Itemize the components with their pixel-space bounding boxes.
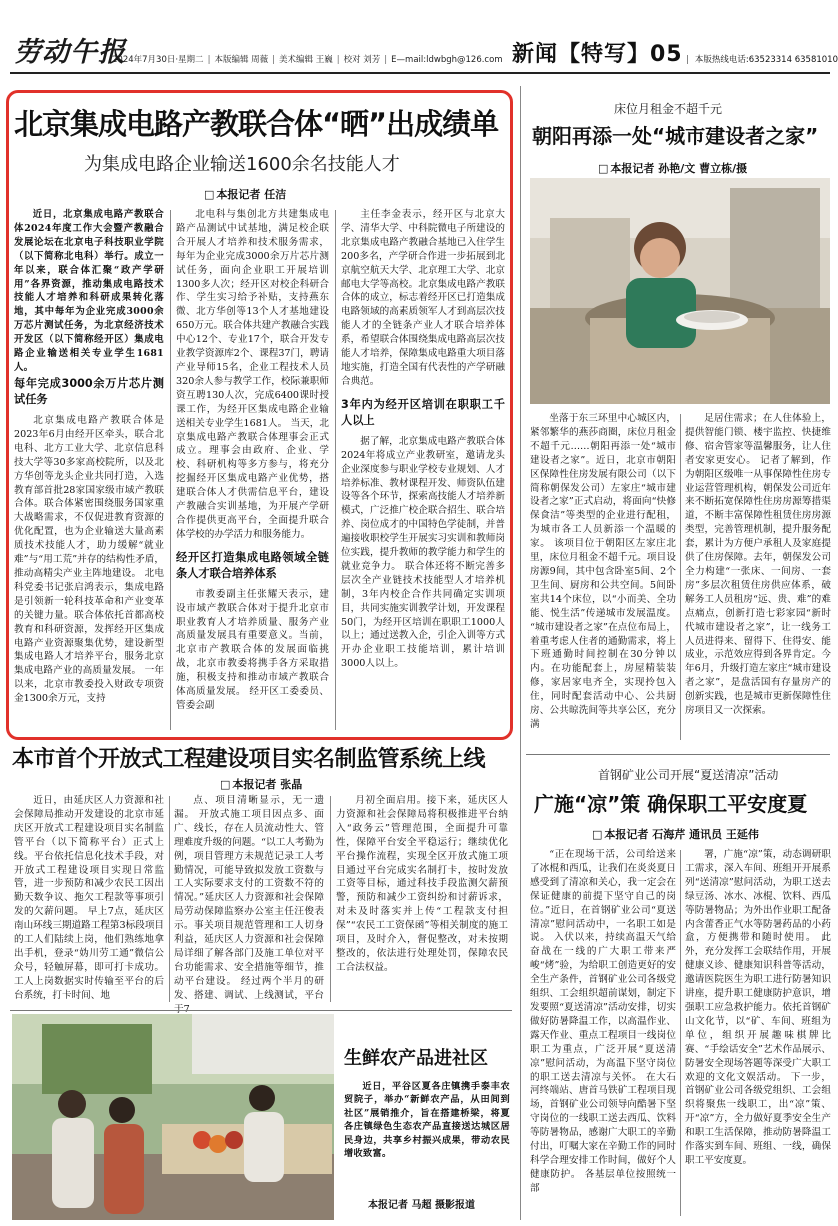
story1-headline[interactable]: 北京集成电路产教联合体“晒”出成绩单 [14, 107, 499, 141]
story2-col-b [685, 412, 831, 744]
issue-date: 2024年7月30日·星期二 [112, 55, 204, 65]
page-editor: | 本版编辑 周薇 [204, 55, 269, 65]
story1-col3-text: 主任李金表示，经开区与北京大学、清华大学、中科院微电子所建设的北京集成电路产教融合基地已入住学生200多名，产学研合作进一步拓展到北京航空航天大学、北京理工大学、北京邮电大学等高校。北京集成电路产教联合体的成立，标志着经开区已打造集成电路领域的高素质领军人才到高层次技能人才的全链条产业人才联合培养体系，希望联合体围绕集成电路高层次技能人才培养，保障集成电路重大项目落地实施，打造全国有代表性的产学研融合典范。 [341, 209, 505, 387]
column-divider [335, 210, 336, 730]
story2-headline[interactable]: 朝阳再添一处“城市建设者之家” [532, 124, 819, 148]
story1-col1 [14, 368, 164, 734]
story5-photo [12, 1014, 334, 1220]
contact-email[interactable]: | E—mail:ldwbgh@126.com [380, 55, 502, 65]
story3-col-c-text: 月初全面启用。接下来，延庆区人力资源和社会保障局将积极推进平台纳入“政务云”管理范围，全面提升可靠性，保障平台安全平稳运行；继续优化平台操作流程，实现全区开放式施工项目通过平台完成实名制打卡，按时发放工资等目标，通过科技手段监测欠薪预警，预防和减少工资纠纷和讨薪诉求，对未及时落实并上传“工程款支付担保”“农民工工资保函”等相关制度的施工项目，及时介入，督促整改，对未按期整改的，依法进行处理处罚，保障农民工合法权益。 [336, 795, 508, 973]
page-column-divider [520, 86, 521, 1220]
story1-lead [14, 208, 164, 373]
column-divider [170, 210, 171, 730]
column-divider [680, 850, 681, 1216]
story2-col-a-text: 坐落于东三环里中心城区内，紧邻繁华的燕莎商圈，床位月租金不超千元……朝阳再添一处“城市建设者之家”。近日，北京市朝阳区保障性住房发展有限公司（以下简称朝保发公司）左家庄“城市建设者之家”正式启动，将面向“快修保食洁”等类型的企业进行配租，为城市各工人员新添一个温暖的家。 该项目位于朝阳区左家庄北里，床位月租金不超千元。项目设房源9间，其中包含卧室5间、2个卫生间、厨房和公共空间。5间卧室共14个床位，以“小而美、全功能、悦生活”传递城市发展温度。 “城市建设者之家”在点位布局上，着重考虑人住者的通勤需求，将上下班通勤时间控制在30分钟以内。在功能配套上，房屋精装装修，家居家电齐全，实现拎包入住，同时配套活动中心、公共厨房、公共晾洗间等共享公区，充分满 [530, 413, 676, 730]
story1-col2-text-b: 市教委副主任张耀天表示，建设市域产教联合体对于提升北京市职业教育人才培养质量、服务产业高质量发展具有重要意义。当前，北京市产教联合体的发展面临挑战，北京市教委将携手各方采取措施，积极支持和推动市域产教联合体高质量发展。 经开区工委委员、管委会副 [176, 588, 329, 711]
story4-col-a [530, 848, 676, 1220]
story3-headline[interactable]: 本市首个开放式工程建设项目实名制监管系统上线 [12, 747, 486, 772]
newspaper-logo: 劳动午报 [14, 37, 126, 68]
column-divider [680, 414, 681, 740]
story1-col2-text: 北电科与集创北方共建集成电路产品测试中试基地，满足校企联合开展人才培养和技术服务需求，每年为企业完成3000余万片芯片测试任务，面向企业职工开展培训1300多人次；经开区对校企科研合作、学生实习给予补贴，支持燕东微、北方华创等13个人才基地建设650万元。联合体共建产教融合实践中心12个、专业17个，联合开发专业教学资源库2个、课程37门，聘请产业导师15名，企业工程技术人员320余人参与教学工作，校际兼职师资互聘130人次，完成6400课时授课工作，为经开区集成电路企业输送相关专业学生1681人。 当天，北京集成电路产教联合体理事会正式成立。理事会由政府、企业、学校、科研机构等多方参与，将充分挖掘经开区集成电路产业优势，搭建联合体人才供需信息平台，建设产教融合实训基地，为开展产学研合作提供更高平台，全面提升联合体学校的办学活力和服务能力。 [176, 209, 329, 540]
story1-col1-text: 北京集成电路产教联合体是2023年6月由经开区牵头，联合北电科、北方工业大学、北京信息科技大学等30多家高校院所，以及北方华创等龙头企业共同打造，入选教育部首批28家国家级市域产教联合体。联合体紧密围绕服务国家重大战略需求，不仅促进教育资源的优化配置，也为企业输送大量高素质技术技能人才，助力缓解“就业难”与“用工荒”并存的结构性矛盾，推动高精尖产业主阵地建设。 北电科党委书记张启鸿表示，集成电路是引领新一轮科技革命和产业变革的关键力量。联合体依托首都高校教育和科研资源，发挥经开区集成电路产业资源聚集优势，建设新型集成电路人才培养平台，服务北京集成电路产业的高质量发展。 一年以来，北京市教委投入财政专项资金1300余万元，支持 [14, 415, 164, 705]
story3-col-b [174, 794, 324, 1006]
art-editor: | 美术编辑 王巍 [268, 55, 333, 65]
section-title: 新闻【特写】05 [512, 42, 683, 67]
story2-col-b-text: 足居住需求；在人住体验上，提供智能门锁、楼宇监控、快捷维修、宿舍管家等温馨服务，让人住者安家更安心。 记者了解到，作为朝阳区级唯一从事保障性住房专业运营管理机构，朝保发公司近年来不断拓宽保障性住房房源筹措渠道，不断丰富保障性租赁住房房源类型，完善管理机制，提升服务配套，累计为方便户承租人及家庭提供了住房保障。去年，朝保发公司全力构建“一张床、一间房、一套房”多层次租赁住房供应体系，破解务工人员租房“远、贵、难”的难点痛点，创新打造七彩家园“新时代城市建设者之家”，让一线务工人员进得来、留得下、住得安、能成业，示范效应得到各界肯定。今年6月，升级打造左家庄“城市建设者之家”，是盘活国有存量房产的创新实践，也是城市更新保障性住房项目又一次探索。 [685, 413, 831, 717]
housing-worker-photo [530, 178, 830, 404]
masthead [0, 0, 838, 84]
story5-caption-text: 近日，平谷区夏各庄镇携手泰丰农贸院子，举办“新鲜农产品，从田间到社区”展销推介，旨在搭建桥梁，将夏各庄镇绿色生态农产品直接送达城区居民身边，共享乡村振兴成果，带动农民增收致富。 [344, 1081, 510, 1160]
story1-subhead-2: 经开区打造集成电路领域全链条人才联合培养体系 [176, 550, 329, 580]
story-separator [10, 1010, 512, 1011]
story2-col-a [530, 412, 676, 744]
story1-subhead-1: 每年完成3000余万片芯片测试任务 [14, 377, 164, 406]
story3-byline: □ 本报记者 张晶 [220, 776, 302, 792]
story4-col-b-text: 署，广施“凉”策，动态调研职工需求，深入车间、班组开开展系列“送清凉”慰问活动，为职工送去绿豆汤、冰水、冰棍、饮料、西瓜等防暑物品；为外出作业职工配备内含蕾香正气水等防暑药品的小药盒，方便携带和随时使用。 此外，充分发挥工会联结作用，开展健康义诊、健康知识科普等活动，邀请医院医生为职工进行防暑知识讲座，提升职工健康防护意识，增强职工应急救护能力。依托首钢矿山文化节，以“矿、车间、班组为单位，组织开展趣味棋牌比赛、“手绘话安全”艺术作品展示、防暑安全现场答题等深受广大职工欢迎的文化文娱活动。 下一步，首钢矿业公司各级党组织、工会组织将聚焦一线职工，出“凉”策、开“凉”方，全力做好夏季安全生产和职工生活保障，推动防暑降温工作落实到车间、班组、一线，确保职工平安度夏。 [685, 849, 831, 1166]
story3-col-b-text: 点、项目清晰显示，无一遗漏。 开放式施工项目因点多、面广、线长，存在人员流动性大、管理难度升级的问题。“以工人考勤为例，项目管理方未规范记录工人考勤情况，可能导致拟发放工资数与工人实际要求支付的工资数不符的情况。”延庆区人力资源和社会保障局劳动保障监察办公室主任汪俊表示。事关项目规范管理和工人切身利益，延庆区人力资源和社会保障局详细了解各部门及施工单位对平台功能需求、安全措施等细节，推动平台建设。 经过两个半月的研发、搭建、调试、上线测试，平台 [174, 795, 324, 1001]
story4-col-a-text: “正在现场干活，公司给送来了冰棍和西瓜，让我们在炎炎夏日感受到了清凉和关心，我一定会在保证健康的前提下坚守自己的岗位。”近日，在首钢矿业公司“夏送清凉”慰问活动中，一名职工如是说。 入伏以来，持续高温天气给奋战在一线的广大职工带来严峻“烤”验，为给职工创造更好的安全生产条件，首钢矿业公司各级党组织、工会组织超前谋划，制定下发要照“夏送清凉”活动安排，切实做好防暑降温工作，以高温作业、露天作业、重点工程项目一线岗位职工为重点，广泛开展“夏送清凉”慰问活动，为高温下坚守岗位的职工送去清凉与关怀。 在大石河终端站、唐首马铁矿工程项目现场，首钢矿业公司领导向酷暑下坚守岗位的一线职工送去西瓜、饮料等防暑物品，感谢广大职工的辛勤付出，叮嘱大家在辛勤工作的同时科学合理安排工作时间，做好个人健康防护。 各基层单位按照统一部 [530, 849, 676, 1194]
hotline: | 本版热线电话:63523314 63581010 [686, 55, 838, 65]
story3-col-c [336, 794, 508, 1006]
story2-kicker: 床位月租金不超千元 [614, 102, 723, 116]
story1-byline: □ 本报记者 任洁 [204, 186, 286, 202]
story1-lead-text: 近日，北京集成电路产教联合体2024年度工作大会暨产教融合发展论坛在北京电子科技职业学院（以下简称北电科）举行。成立一年以来，联合体汇聚“政产学研用”各界资源，推动集成电路技术技能人才培养和科研成果转化落地，其中每年为企业完成3000余万芯片测试任务，为北京经济技术开发区（以下简称经开区）集成电路企业输送相关专业学生1681人。 [14, 209, 164, 373]
story-separator [526, 754, 830, 755]
hotline-label: 本版热线电话:63523314 [694, 55, 793, 65]
story4-kicker: 首钢矿业公司开展“夏送清凉”活动 [598, 768, 779, 782]
column-divider [330, 796, 331, 1002]
column-divider [169, 796, 170, 1002]
story4-col-b [685, 848, 831, 1220]
story1-subhead-3: 3年内为经开区培训在职职工千人以上 [341, 397, 505, 427]
story1-col3-text-b: 据了解，北京集成电路产教联合体2024年将成立产业教研室，邀请龙头企业深度参与职业学校专业规划、人才培养标准、教材课程开发、师资队伍建设等各个环节，探索高技能人才培养新模式，广泛推广校企联合招生、联合培养、岗位成才的中国特色学徒制，并普遍接收职校学生开展实习实训和教师岗位实践，提升教师的教学能力和学生的就业竞争力。 联合体还将不断完善多层次全产业链技术技能型人才培养机制，3年内校企合作共同确定实训项目，共同实施实训教学计划，开发课程50门，为经开区培训在职职工1000人以上；通过送教入企，引企入训等方式开办企业职工技能培训，累计培训3000人以上。 [341, 435, 505, 670]
story5-credit: 本报记者 马超 摄影报道 [368, 1200, 475, 1211]
story4-byline: □ 本报记者 石海芹 通讯员 王延伟 [592, 826, 759, 842]
story3-col-a-text: 近日，由延庆区人力资源和社会保障局推动开发建设的北京市延庆区开放式工程建设项目实名制监管平台（以下简称平台）正式上线。平台依托信息化技术手段，对开放式工程建设项目实现日常监管，进一步预防和减少农民工因出勤天数争议、拖欠工程款等事项引发的欠薪问题。 早上7点，延庆区南山环线三期道路工程第3标段项目的工人们陆续上岗，他们熟练地拿出手机，登录“妫川劳工通”微信公众号，轻触屏幕，即可打卡成功。工人上岗数据实时传输至平台的后台系统，打卡时间、地 [14, 795, 165, 1001]
market-photo [12, 1014, 334, 1220]
story1-col3 [341, 208, 505, 734]
story5-caption [344, 1080, 510, 1192]
story3-col-a [14, 794, 164, 1006]
edition-meta [112, 53, 503, 65]
story4-headline[interactable]: 广施“凉”策 确保职工平安度夏 [534, 792, 808, 816]
story1-col2 [176, 208, 329, 734]
masthead-rule [10, 72, 830, 74]
story1-subhead: 为集成电路企业输送1600余名技能人才 [84, 154, 400, 175]
story5-headline[interactable]: 生鲜农产品进社区 [344, 1048, 488, 1069]
story2-photo [530, 178, 830, 404]
proofreader: | 校对 刘芳 [333, 55, 381, 65]
story2-byline: □ 本报记者 孙艳/文 曹立栋/摄 [598, 160, 747, 176]
hotline-extra: 63581010 [794, 55, 838, 65]
